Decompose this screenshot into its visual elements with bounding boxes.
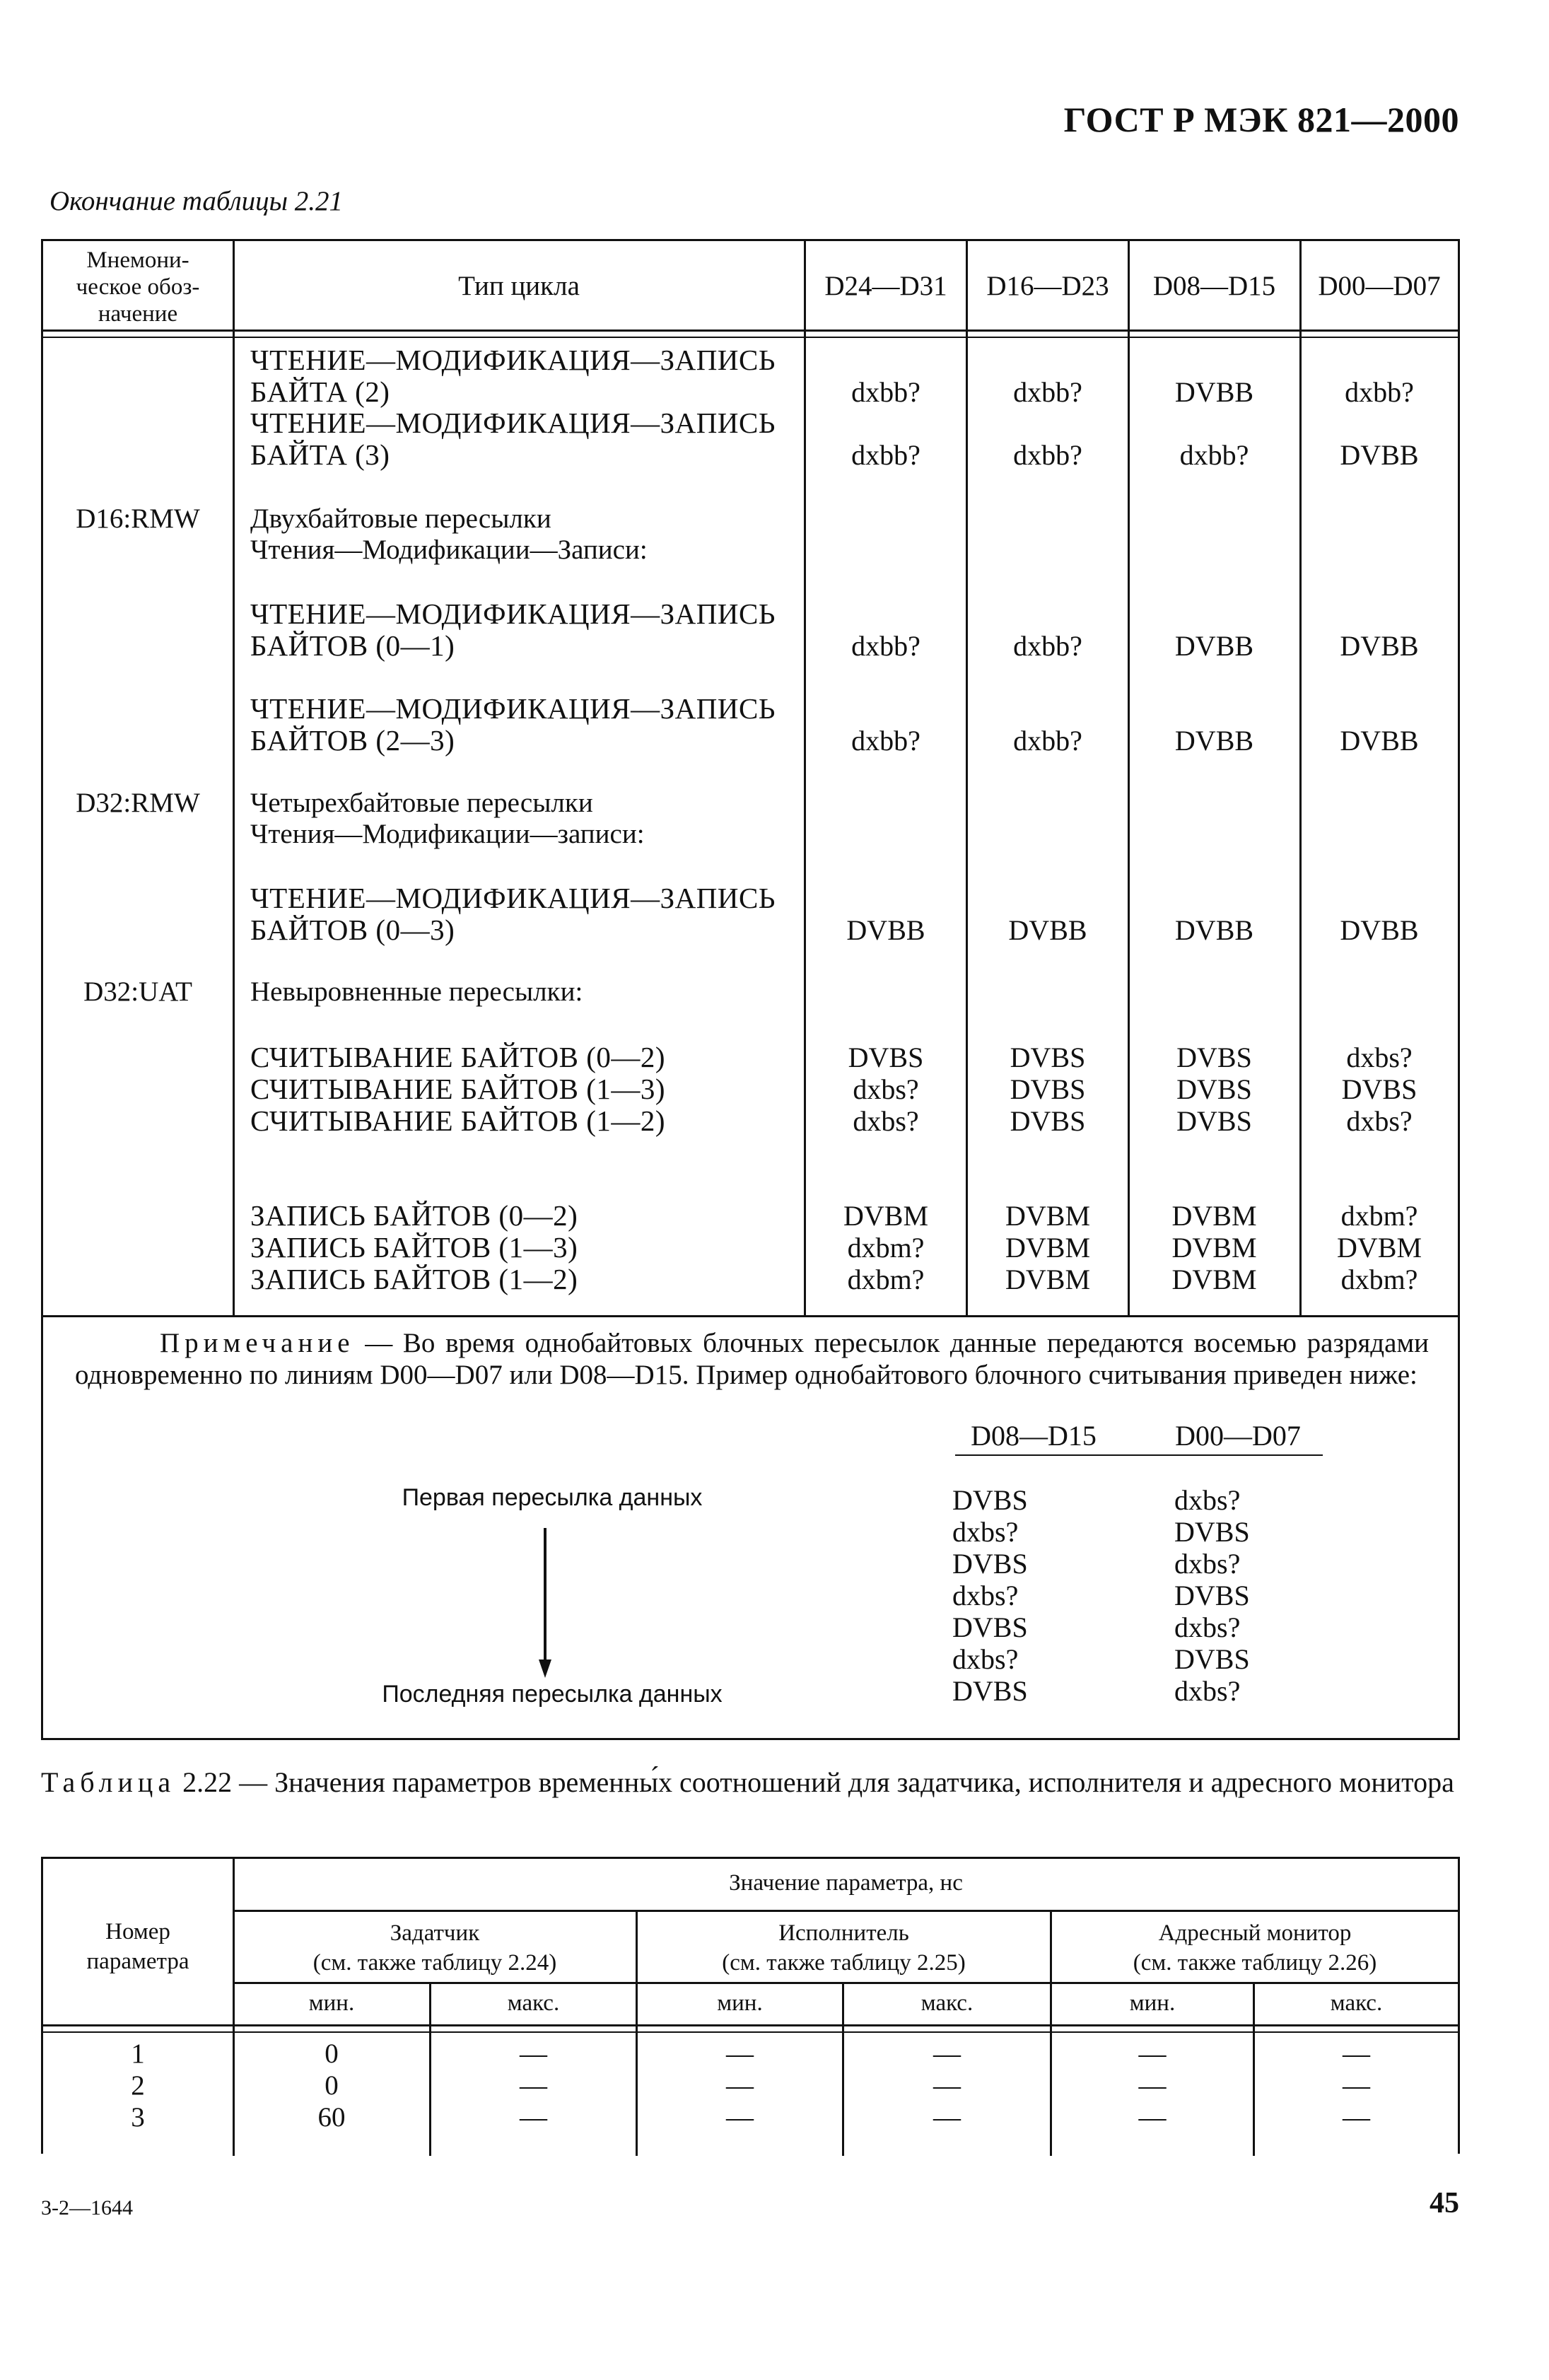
caption-text: 2.22 — Значения параметров временны́х соотношений для задатчика, исполнителя и адресного монитора [175, 1766, 1454, 1798]
row-cycle-type: ЧТЕНИЕ—МОДИФИКАЦИЯ—ЗАПИСЬ БАЙТА (3) [250, 407, 776, 471]
transfer-value: dxbs? [1174, 1548, 1241, 1580]
row-value: dxbm? DVBM dxbm? [1336, 1200, 1422, 1295]
footer-code: 3-2—1644 [41, 2196, 133, 2219]
row-cycle-type: Невыровненные пересылки: [250, 976, 583, 1007]
transfer-value: DVBS [952, 1548, 1028, 1580]
note-col1-header: D08—D15 [971, 1420, 1097, 1452]
row-value: DVBS DVBS DVBS [1176, 1042, 1252, 1137]
param-number: 2 [131, 2070, 145, 2101]
row-value: DVBB [1174, 914, 1254, 946]
row-mnemonic: D32:RMW [76, 788, 200, 818]
row-value: DVBM dxbm? dxbm? [843, 1200, 929, 1295]
table-note [75, 1327, 1429, 1391]
transfer-value: DVBS [952, 1611, 1028, 1643]
row-value: DVBB [1174, 725, 1254, 757]
transfer-value: DVBS [1174, 1516, 1250, 1548]
param-value: — [1138, 2102, 1167, 2133]
transfer-value: dxbs? [952, 1580, 1019, 1611]
transfer-value: DVBS [1174, 1580, 1250, 1611]
note-column-d08-d15 [952, 1484, 1044, 1707]
row-value: dxbb? [1013, 725, 1082, 757]
row-value: DVBB [1340, 439, 1419, 471]
row-value: DVBB [1340, 914, 1419, 946]
row-value: dxbb? [1013, 439, 1082, 471]
header-d00-d07: D00—D07 [1318, 271, 1441, 301]
header-min: мин. [717, 1990, 763, 2016]
header-cycle-type: Тип цикла [458, 271, 580, 301]
header-slave: Исполнитель (см. также таблицу 2.25) [722, 1920, 966, 1976]
row-value: DVBB [1174, 376, 1254, 408]
note-label: Примечание [160, 1328, 355, 1358]
row-value: DVBS dxbs? dxbs? [848, 1042, 924, 1137]
row-mnemonic: D32:UAT [83, 976, 192, 1007]
header-max: макс. [507, 1990, 560, 2016]
row-value: dxbb? [851, 376, 920, 408]
param-value: — [726, 2102, 754, 2133]
row-value: DVBS DVBS DVBS [1010, 1042, 1086, 1137]
caption-label: Таблица [41, 1766, 176, 1798]
row-cycle-type: ЗАПИСЬ БАЙТОВ (0—2) ЗАПИСЬ БАЙТОВ (1—3) ЗАПИСЬ БАЙТОВ (1—2) [250, 1199, 578, 1295]
header-max: макс. [920, 1990, 974, 2016]
transfer-value: DVBS [1174, 1643, 1250, 1675]
row-cycle-type: ЧТЕНИЕ—МОДИФИКАЦИЯ—ЗАПИСЬ БАЙТОВ (0—3) [250, 882, 776, 946]
row-value: DVBM DVBM DVBM [1171, 1200, 1257, 1295]
param-value: — [933, 2070, 961, 2101]
param-value: — [933, 2038, 961, 2069]
row-value: DVBB [846, 914, 925, 946]
param-value: — [520, 2038, 547, 2069]
header-d08-d15: D08—D15 [1152, 271, 1276, 301]
row-value: DVBB [1174, 630, 1254, 662]
header-max: макс. [1330, 1990, 1383, 2016]
note-column-d00-d07 [1174, 1484, 1266, 1707]
param-value: — [726, 2038, 754, 2069]
param-number: 3 [131, 2102, 145, 2133]
param-value: 0 [325, 2070, 339, 2101]
transfer-value: DVBS [952, 1675, 1028, 1707]
table-2-22-caption [41, 1766, 1462, 1799]
down-arrow-icon [531, 1527, 559, 1679]
param-value: — [1343, 2102, 1370, 2133]
transfer-value: dxbs? [1174, 1611, 1241, 1643]
header-d24-d31: D24—D31 [824, 271, 947, 301]
transfer-value: dxbs? [1174, 1484, 1241, 1516]
row-value: dxbb? [1179, 439, 1249, 471]
param-value: — [520, 2070, 547, 2101]
table-2-21 [41, 239, 1460, 1740]
param-value: — [1138, 2038, 1167, 2069]
header-d16-d23: D16—D23 [986, 271, 1109, 301]
header-param-value: Значение параметра, нс [729, 1870, 963, 1896]
row-mnemonic: D16:RMW [76, 503, 200, 534]
row-value: dxbb? [851, 439, 920, 471]
last-transfer-label: Последняя пересылка данных [382, 1681, 723, 1708]
param-number: 1 [131, 2038, 145, 2069]
transfer-value: dxbs? [1174, 1675, 1241, 1707]
param-value: — [1138, 2070, 1167, 2101]
param-value: — [520, 2102, 547, 2133]
note-col2-header: D00—D07 [1175, 1420, 1301, 1452]
param-value: — [933, 2102, 961, 2133]
header-master: Задатчик (см. также таблицу 2.24) [312, 1920, 557, 1976]
param-value: 0 [325, 2038, 339, 2069]
first-transfer-label: Первая пересылка данных [402, 1484, 703, 1511]
header-mnemonic: Мнемони- ческое обоз- начение [76, 247, 200, 327]
table-2-22 [41, 1857, 1460, 2154]
row-cycle-type: СЧИТЫВАНИЕ БАЙТОВ (0—2) СЧИТЫВАНИЕ БАЙТОВ (1—3) СЧИТЫВАНИЕ БАЙТОВ (1—2) [250, 1041, 666, 1137]
row-cycle-type: ЧТЕНИЕ—МОДИФИКАЦИЯ—ЗАПИСЬ БАЙТОВ (2—3) [250, 692, 776, 757]
row-cycle-type: Двухбайтовые пересылки Чтения—Модификации—Записи: [250, 503, 648, 565]
note-text: — Во время однобайтовых блочных пересылок данные передаются восемью разрядами одновременно по линиям D00—D07 или D08—D15. Пример однобайтового блочного считывания приведен ниже: [75, 1328, 1429, 1390]
row-cycle-type: Четырехбайтовые пересылки Чтения—Модификации—записи: [250, 788, 645, 849]
param-value: — [1343, 2038, 1370, 2069]
param-value: 60 [317, 2102, 346, 2133]
document-header: ГОСТ Р МЭК 821—2000 [1063, 100, 1459, 139]
header-address-monitor: Адресный монитор (см. также таблицу 2.26) [1133, 1920, 1377, 1976]
row-value: dxbb? [1013, 376, 1082, 408]
row-value: dxbb? [851, 725, 920, 757]
row-value: dxbb? [851, 630, 920, 662]
transfer-value: dxbs? [952, 1643, 1019, 1675]
row-value: DVBB [1340, 630, 1419, 662]
row-value: dxbb? [1345, 376, 1414, 408]
transfer-value: dxbs? [952, 1516, 1019, 1548]
row-value: dxbb? [1013, 630, 1082, 662]
row-value: DVBM DVBM DVBM [1005, 1200, 1091, 1295]
row-value: DVBB [1340, 725, 1419, 757]
header-min: мин. [308, 1990, 355, 2016]
row-cycle-type: ЧТЕНИЕ—МОДИФИКАЦИЯ—ЗАПИСЬ БАЙТА (2) [250, 344, 776, 408]
page-number: 45 [1430, 2187, 1459, 2219]
transfer-value: DVBS [952, 1484, 1028, 1516]
header-param-number: Номер параметра [86, 1919, 189, 1974]
table-2-21-caption: Окончание таблицы 2.21 [49, 186, 343, 216]
header-min: мин. [1129, 1990, 1176, 2016]
row-value: dxbs? DVBS dxbs? [1341, 1042, 1418, 1137]
row-cycle-type: ЧТЕНИЕ—МОДИФИКАЦИЯ—ЗАПИСЬ БАЙТОВ (0—1) [250, 597, 776, 662]
row-value: DVBB [1008, 914, 1087, 946]
param-value: — [726, 2070, 754, 2101]
param-value: — [1343, 2070, 1370, 2101]
